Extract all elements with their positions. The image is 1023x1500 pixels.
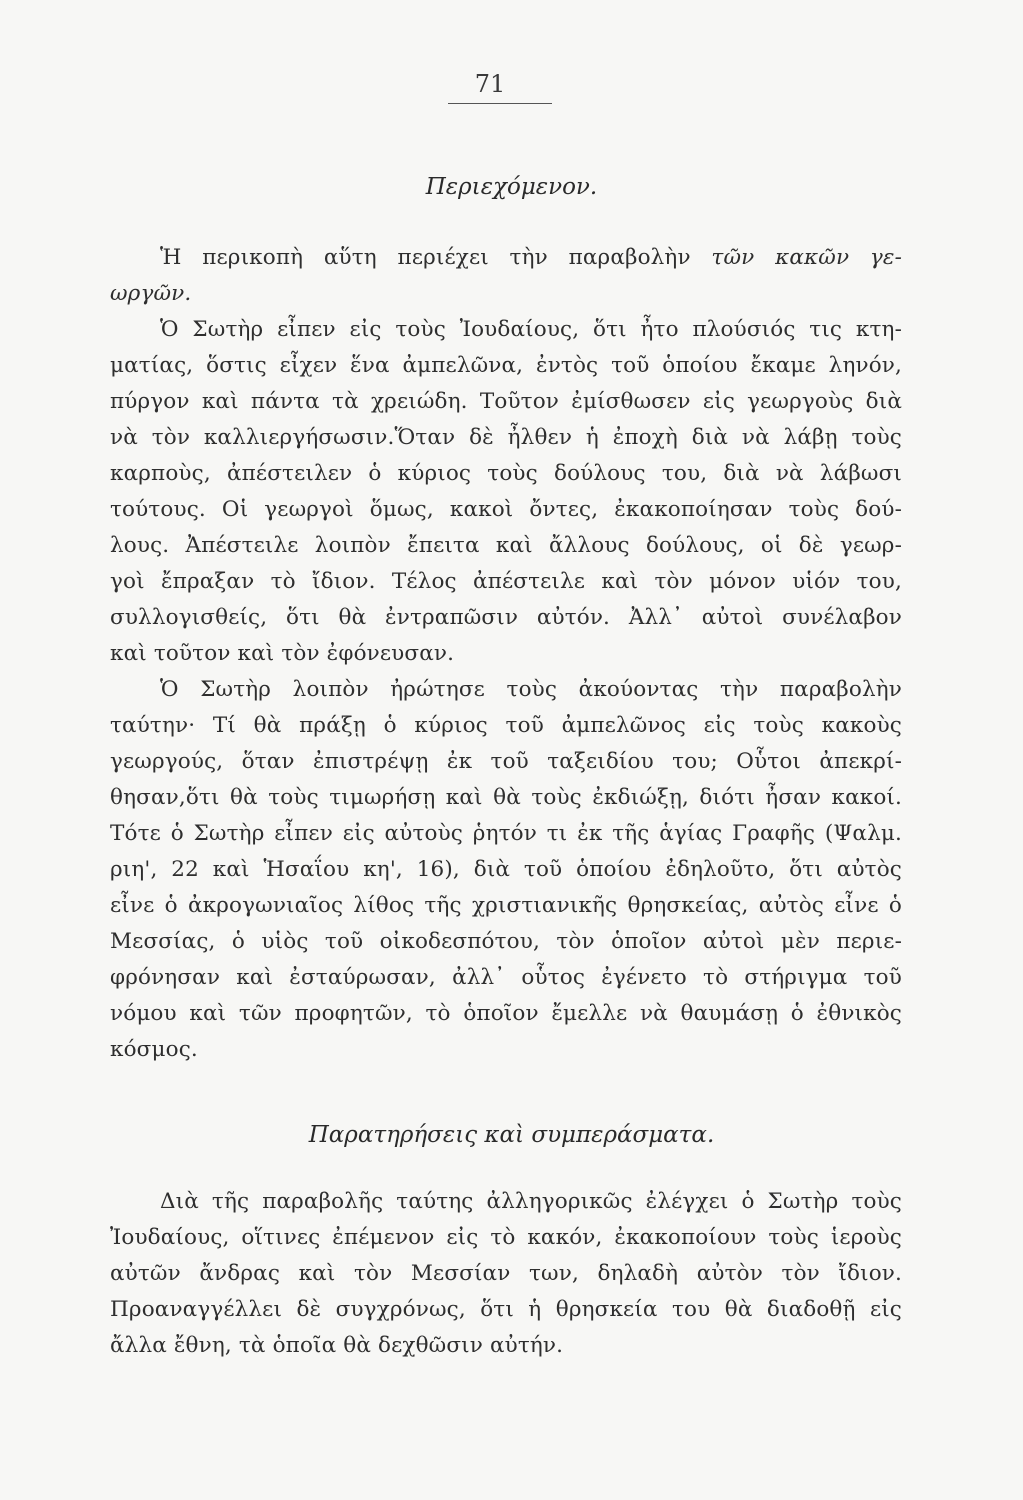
text-line: νὰ τὸν καλλιεργήσωσιν.Ὅταν δὲ ἦλθεν ἡ ἐποχὴ διὰ νὰ λάβῃ τοὺς xyxy=(110,425,902,450)
text-line: καὶ τοῦτον καὶ τὸν ἐφόνευσαν. xyxy=(110,641,455,666)
text-line: φρόνησαν καὶ ἐσταύρωσαν, ἀλλ᾽ οὗτος ἐγένετο τὸ στήριγμα τοῦ xyxy=(110,965,902,990)
text-line: νόμου καὶ τῶν προφητῶν, τὸ ὁποῖον ἔμελλε νὰ θαυμάσῃ ὁ ἐθνικὸς xyxy=(110,1001,902,1026)
text-span-italic: τῶν κακῶν γε- xyxy=(711,245,902,270)
page-number-rule xyxy=(448,103,552,104)
text-line: Ὁ Σωτὴρ εἶπεν εἰς τοὺς Ἰουδαίους, ὅτι ἦτο πλούσιός τις κτη- xyxy=(160,317,902,342)
text-line: ἄλλα ἔθνη, τὰ ὁποῖα θὰ δεχθῶσιν αὐτήν. xyxy=(110,1333,564,1358)
text-line: τούτους. Οἱ γεωργοὶ ὅμως, κακοὶ ὄντες, ἐκακοποίησαν τοὺς δού- xyxy=(110,497,902,522)
section-heading-remarks: Παρατηρήσεις καὶ συμπεράσματα. xyxy=(308,1122,715,1148)
text-line: κόσμος. xyxy=(110,1037,198,1062)
text-span: Ἡ περικοπὴ αὕτη περιέχει τὴν παραβολὴν xyxy=(160,245,712,270)
text-line: Ὁ Σωτὴρ λοιπὸν ἠρώτησε τοὺς ἀκούοντας τὴν παραβολὴν xyxy=(160,677,902,702)
text-line: λους. Ἀπέστειλε λοιπὸν ἔπειτα καὶ ἄλλους δούλους, οἱ δὲ γεωρ- xyxy=(110,533,902,558)
text-line: Τότε ὁ Σωτὴρ εἶπεν εἰς αὐτοὺς ῥητόν τι ἐκ τῆς ἁγίας Γραφῆς (Ψαλμ. xyxy=(110,821,902,846)
text-line: ωργῶν. xyxy=(110,281,192,306)
text-line: Μεσσίας, ὁ υἱὸς τοῦ οἰκοδεσπότου, τὸν ὁποῖον αὐτοὶ μὲν περιε- xyxy=(110,929,902,954)
text-line: γοὶ ἔπραξαν τὸ ἴδιον. Τέλος ἀπέστειλε καὶ τὸν μόνον υἱόν του, xyxy=(110,569,902,594)
text-line: ματίας, ὅστις εἶχεν ἕνα ἀμπελῶνα, ἐντὸς τοῦ ὁποίου ἔκαμε ληνόν, xyxy=(110,353,902,378)
page-number: 71 xyxy=(474,70,506,98)
text-line xyxy=(110,240,902,276)
section-heading-contents: Περιεχόμενον. xyxy=(425,174,598,200)
text-line: ριη', 22 καὶ Ἡσαΐου κη', 16), διὰ τοῦ ὁποίου ἐδηλοῦτο, ὅτι αὐτὸς xyxy=(110,857,902,882)
text-line: ταύτην· Τί θὰ πράξῃ ὁ κύριος τοῦ ἀμπελῶνος εἰς τοὺς κακοὺς xyxy=(110,713,902,738)
text-line: καρποὺς, ἀπέστειλεν ὁ κύριος τοὺς δούλους του, διὰ νὰ λάβωσι xyxy=(110,461,902,486)
text-line: πύργον καὶ πάντα τὰ χρειώδη. Τοῦτον ἐμίσθωσεν εἰς γεωργοὺς διὰ xyxy=(110,389,902,414)
text-line: εἶνε ὁ ἀκρογωνιαῖος λίθος τῆς χριστιανικῆς θρησκείας, αὐτὸς εἶνε ὁ xyxy=(110,893,902,918)
text-line: αὐτῶν ἄνδρας καὶ τὸν Μεσσίαν των, δηλαδὴ αὐτὸν τὸν ἴδιον. xyxy=(110,1261,902,1286)
text-line: Προαναγγέλλει δὲ συγχρόνως, ὅτι ἡ θρησκεία του θὰ διαδοθῇ εἰς xyxy=(110,1297,902,1322)
text-line: συλλογισθείς, ὅτι θὰ ἐντραπῶσιν αὐτόν. Ἀλλ᾽ αὐτοὶ συνέλαβον xyxy=(110,605,902,630)
text-line: Διὰ τῆς παραβολῆς ταύτης ἀλληγορικῶς ἐλέγχει ὁ Σωτὴρ τοὺς xyxy=(160,1189,902,1214)
text-line: γεωργούς, ὅταν ἐπιστρέψῃ ἐκ τοῦ ταξειδίου του; Οὗτοι ἀπεκρί- xyxy=(110,749,902,774)
text-line: θησαν,ὅτι θὰ τοὺς τιμωρήσῃ καὶ θὰ τοὺς ἐκδιώξῃ, διότι ἦσαν κακοί. xyxy=(110,785,902,810)
text-line: Ἰουδαίους, οἵτινες ἐπέμενον εἰς τὸ κακόν, ἐκακοποίουν τοὺς ἱεροὺς xyxy=(110,1225,902,1250)
